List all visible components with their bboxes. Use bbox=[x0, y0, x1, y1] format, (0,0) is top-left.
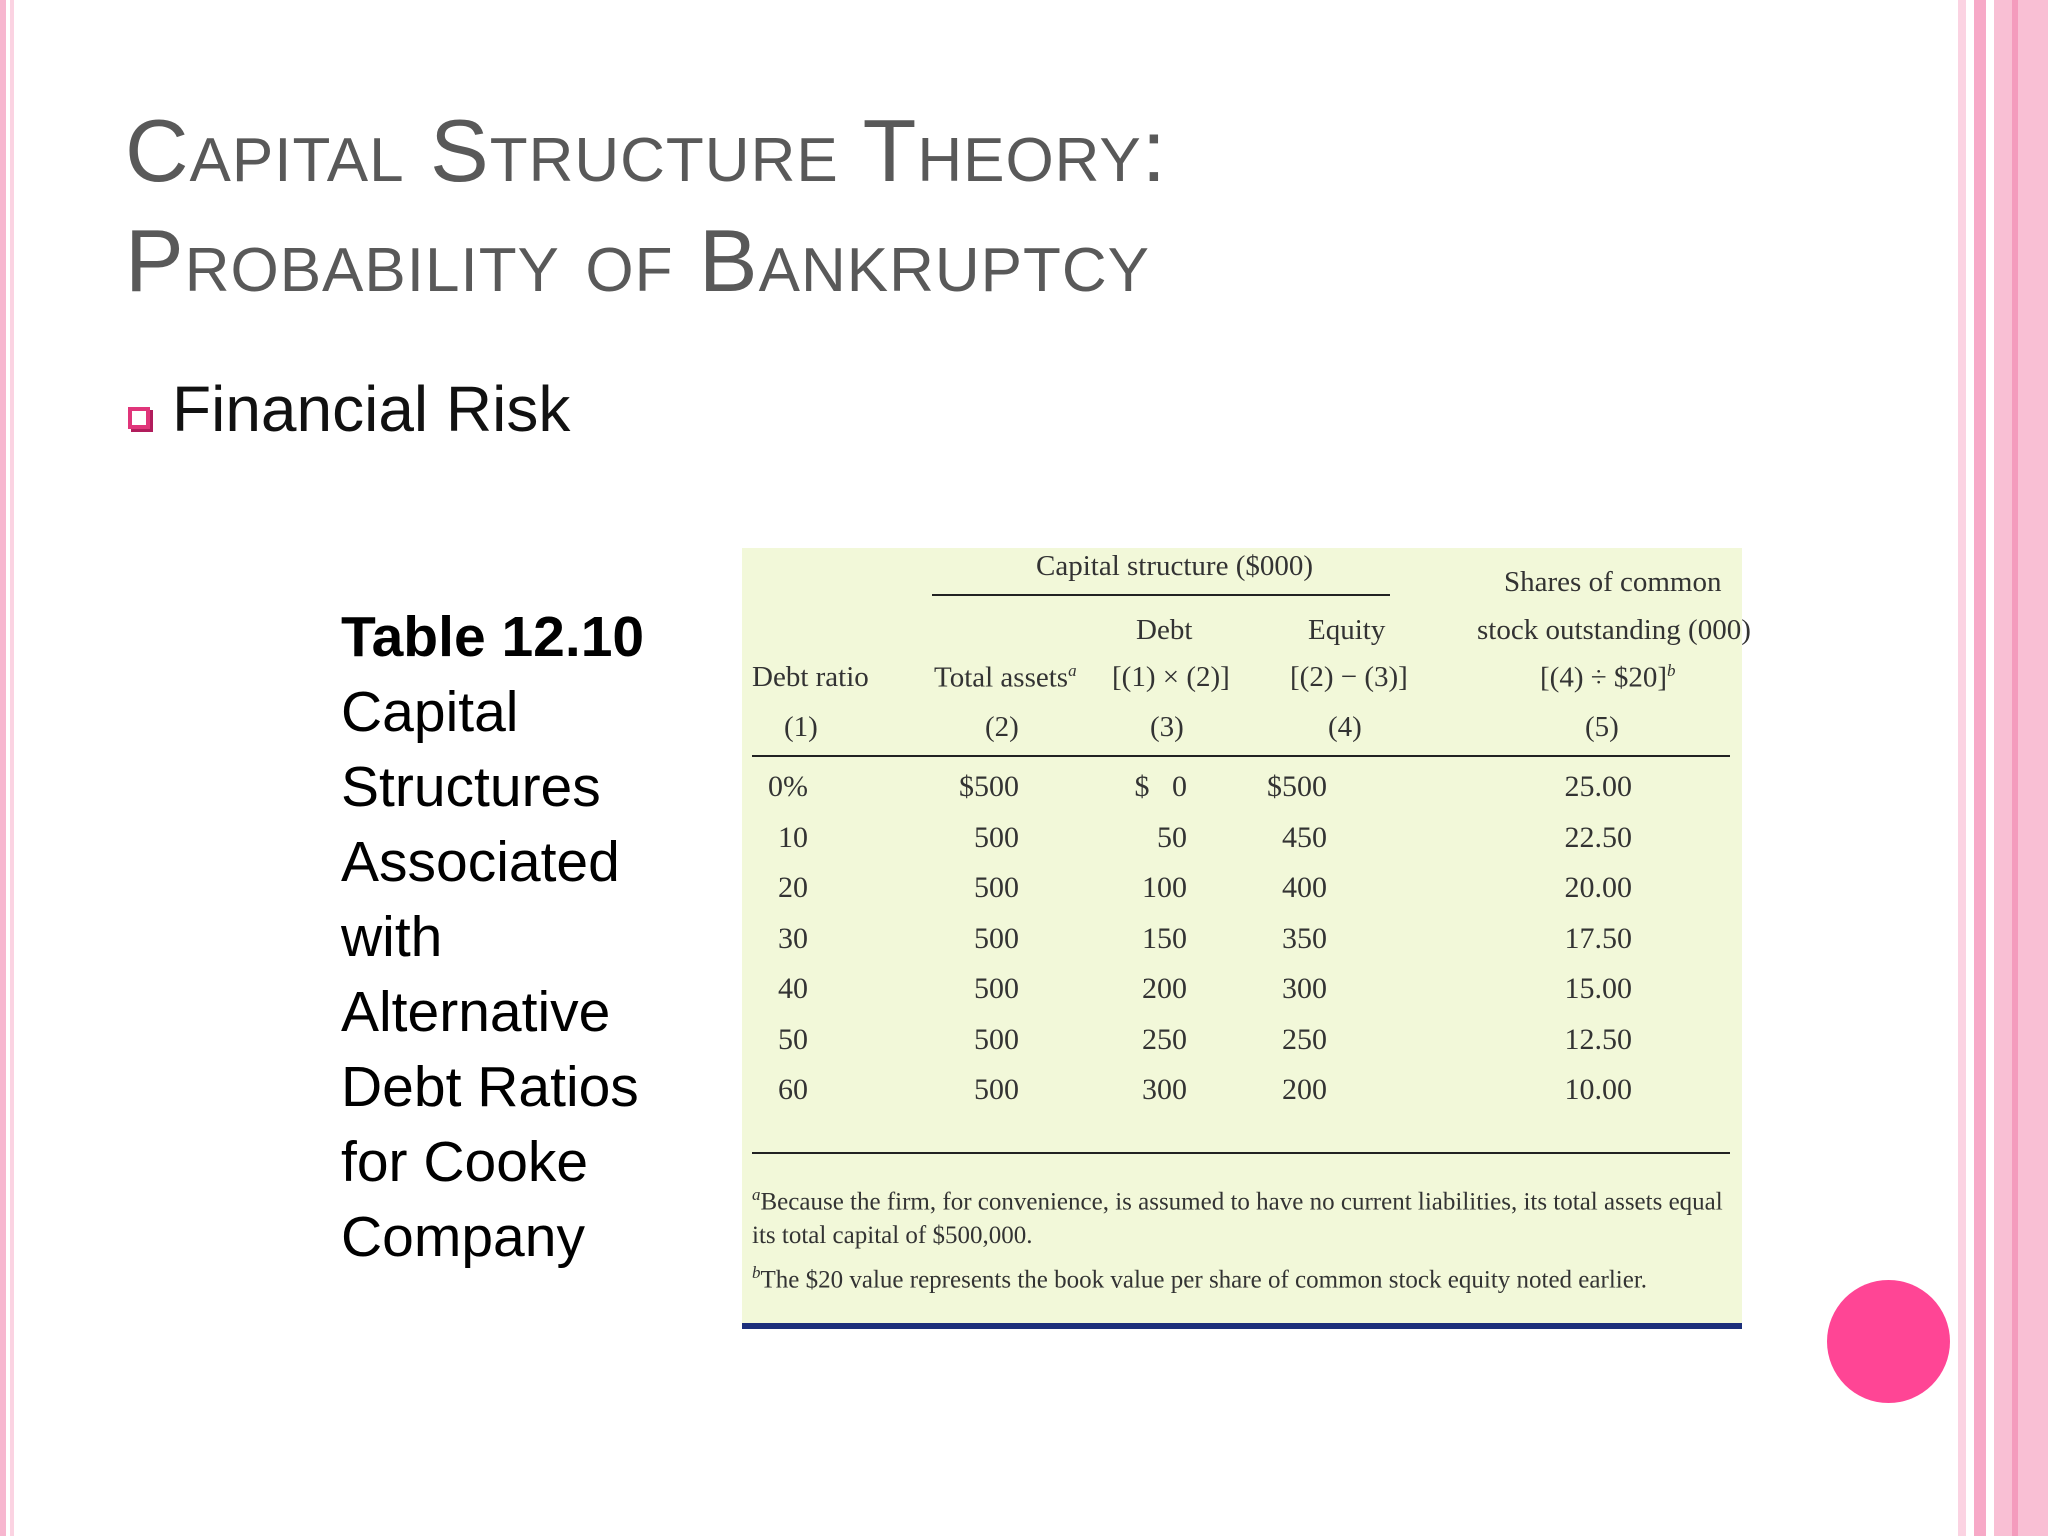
table-cell: 15.00 bbox=[1564, 972, 1632, 1005]
col5-header-line1: Shares of common bbox=[1504, 566, 1722, 598]
right-border-band bbox=[1994, 0, 2048, 1536]
table-cell: 300 bbox=[1142, 1073, 1187, 1106]
table-cell: 10.00 bbox=[1564, 1073, 1632, 1106]
table-cell: 500 bbox=[974, 921, 1019, 955]
table-cell: 50 bbox=[1157, 820, 1187, 854]
table-cell: 30 bbox=[778, 921, 808, 955]
col5-header-line3: [(4) ÷ $20]$^b$ bbox=[1540, 661, 1676, 694]
table-cell: $500 bbox=[1267, 770, 1327, 803]
left-border-stripe bbox=[0, 0, 6, 1536]
slide-title-line-1: Capital Structure Theory: bbox=[125, 101, 1168, 200]
table-cell: 60 bbox=[778, 1073, 808, 1106]
table-cell: 0% bbox=[768, 770, 808, 803]
header-rule bbox=[752, 755, 1730, 757]
right-border-stripe-inner bbox=[1958, 0, 1966, 1536]
left-border-stripe-inner bbox=[10, 0, 14, 1536]
table-cell: 450 bbox=[1282, 820, 1327, 854]
col4-header-line2: [(2) − (3)] bbox=[1290, 661, 1408, 693]
col1-header-line1: Debt ratio bbox=[752, 661, 869, 693]
group-header: Capital structure ($000) bbox=[1036, 550, 1314, 582]
table-cell: 17.50 bbox=[1564, 921, 1632, 955]
footer-rule bbox=[752, 1152, 1730, 1154]
table-caption-label: Table 12.10 bbox=[341, 605, 645, 669]
footnote-b: $^b$The $20 value represents the book value per share of common stock equity noted earlier. bbox=[752, 1263, 1648, 1294]
col2-header-line1: Total assets$^a$ bbox=[934, 661, 1077, 694]
col4-header-line1: Equity bbox=[1308, 614, 1386, 646]
table-cell: 22.50 bbox=[1564, 820, 1632, 854]
col5-header-line2: stock outstanding (000) bbox=[1477, 614, 1751, 646]
table-cell: $500 bbox=[959, 770, 1019, 803]
table-cell: 500 bbox=[974, 1073, 1019, 1106]
bullet-text: Financial Risk bbox=[172, 373, 571, 445]
col3-header-line1: Debt bbox=[1136, 614, 1193, 646]
slide-title bbox=[125, 96, 1625, 316]
table-cell: 500 bbox=[974, 820, 1019, 854]
col3-header-line2: [(1) × (2)] bbox=[1112, 661, 1230, 693]
right-border-stripe bbox=[1974, 0, 1986, 1536]
capital-structure-table bbox=[742, 548, 1751, 1329]
group-header-rule bbox=[932, 594, 1390, 596]
bullet-item bbox=[128, 372, 570, 446]
table-cell: 50 bbox=[778, 1022, 808, 1056]
decorative-circle bbox=[1827, 1280, 1950, 1403]
table-cell: 500 bbox=[974, 972, 1019, 1005]
table-cell: 20.00 bbox=[1564, 871, 1632, 904]
table-cell: $ 0 bbox=[1134, 770, 1187, 803]
table-cell: 300 bbox=[1282, 972, 1327, 1005]
table-cell: 150 bbox=[1142, 921, 1187, 955]
table-cell: 400 bbox=[1282, 871, 1327, 904]
table-cell: 12.50 bbox=[1564, 1022, 1632, 1056]
table-cell: 250 bbox=[1142, 1022, 1187, 1056]
table-cell: 100 bbox=[1142, 871, 1187, 904]
table-cell: 250 bbox=[1282, 1022, 1327, 1056]
col2-header-num: (2) bbox=[985, 711, 1019, 743]
table-cell: 10 bbox=[778, 820, 808, 854]
table-cell: 25.00 bbox=[1564, 770, 1632, 803]
col3-header-num: (3) bbox=[1150, 711, 1184, 743]
col1-header-num: (1) bbox=[784, 711, 818, 743]
table-cell: 350 bbox=[1282, 921, 1327, 955]
slide-title-line-2: Probability of Bankruptcy bbox=[125, 211, 1150, 310]
table-cell: 200 bbox=[1142, 972, 1187, 1005]
table-cell: 200 bbox=[1282, 1073, 1327, 1106]
table-cell: 500 bbox=[974, 1022, 1019, 1056]
col4-header-num: (4) bbox=[1328, 711, 1362, 743]
right-border-line bbox=[2012, 0, 2018, 1536]
footnote-a: $^a$Because the firm, for convenience, is assumed to have no current liabilities, its total assets equal its total capital of $500,000. bbox=[752, 1185, 1723, 1250]
col5-header-num: (5) bbox=[1585, 711, 1619, 743]
square-bullet-icon bbox=[128, 407, 150, 429]
table-cell: 20 bbox=[778, 871, 808, 904]
table-caption bbox=[341, 600, 691, 1275]
table-cell: 500 bbox=[974, 871, 1019, 904]
table-cell: 40 bbox=[778, 972, 808, 1005]
table-caption-text: Capital Structures Associated with Alternative Debt Ratios for Cooke Company bbox=[341, 680, 639, 1269]
